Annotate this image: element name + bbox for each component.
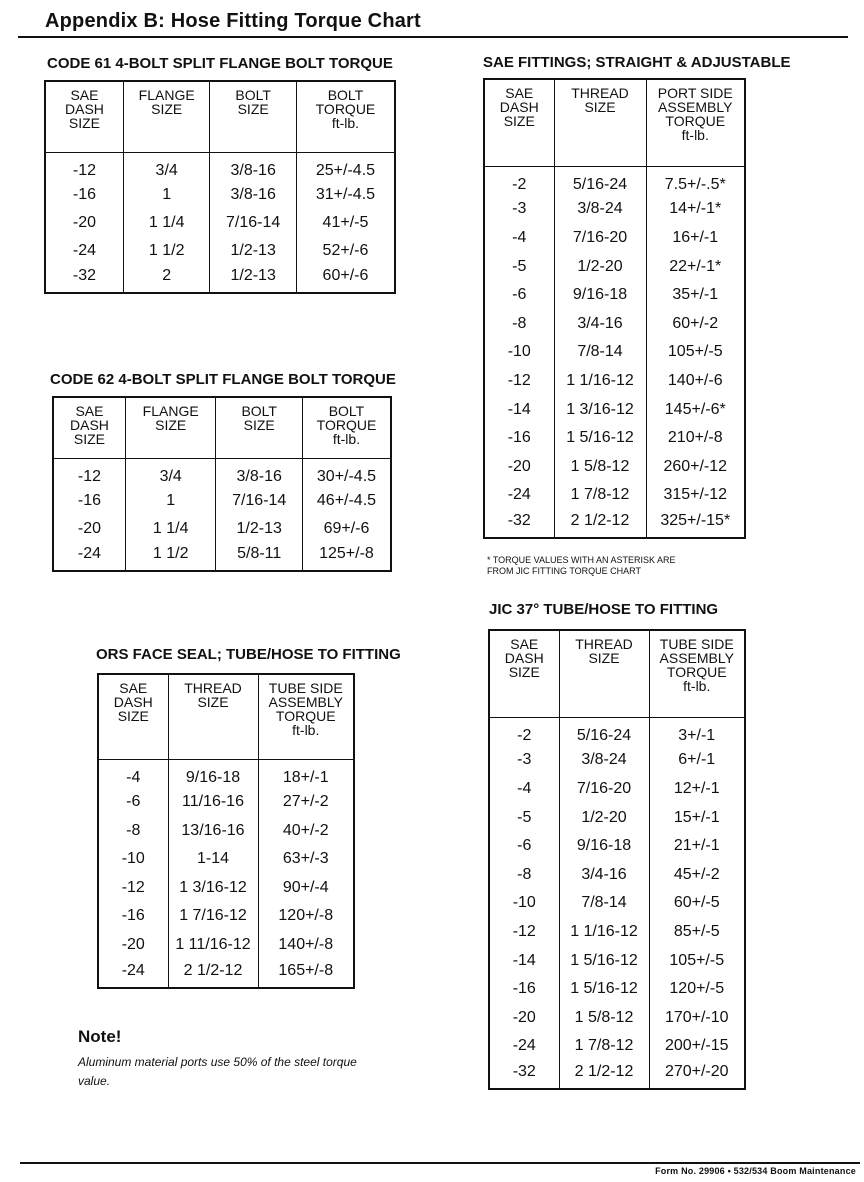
dash-size-cell: -16 (77, 491, 102, 509)
thread-size-cell: 2 1/2-12 (559, 1061, 649, 1090)
table-row (489, 718, 745, 747)
torque-cell: 145+/-6* (646, 395, 745, 424)
jic-table (488, 629, 746, 1090)
table-row (489, 803, 745, 832)
bolt-size-cell: 1/2-13 (216, 515, 303, 543)
torque-cell: 15+/-1 (649, 803, 745, 832)
thread-size-cell: 3/4-16 (559, 860, 649, 889)
dash-size-cell: -14 (512, 951, 536, 969)
flange-size-cell: 2 (123, 265, 209, 293)
bolt-torque-cell: 125+/-8 (302, 543, 391, 571)
thread-size-cell: 1 1/16-12 (554, 367, 646, 396)
torque-cell: 105+/-5 (646, 338, 745, 367)
note-body: Aluminum material ports use 50% of the steel torque value. (78, 1055, 357, 1088)
flange-size-cell: 1 1/2 (123, 237, 209, 265)
dash-size-cell: -5 (512, 257, 527, 275)
thread-size-cell: 1/2-20 (554, 252, 646, 281)
title-rule (18, 36, 848, 38)
thread-size-cell: 11/16-16 (168, 788, 258, 817)
dash-size-cell: -10 (507, 343, 531, 361)
table-row (53, 459, 391, 487)
torque-cell: 35+/-1 (646, 281, 745, 310)
table-row (484, 167, 745, 196)
table-row (98, 845, 354, 874)
flange-size-cell: 3/4 (123, 153, 209, 181)
thread-size-cell: 3/4-16 (554, 309, 646, 338)
table-row (45, 209, 395, 237)
table-row (489, 746, 745, 775)
torque-cell: 165+/-8 (258, 959, 354, 988)
torque-cell: 14+/-1* (646, 195, 745, 224)
thread-size-cell: 1 5/16-12 (559, 975, 649, 1004)
table-row (489, 1061, 745, 1090)
thread-size-cell: 7/8-14 (554, 338, 646, 367)
table-row (98, 931, 354, 960)
dash-size-cell: -20 (72, 213, 97, 231)
col-header-bolt-torque: BOLT TORQUE ft-lb. (296, 81, 395, 153)
thread-size-cell: 5/16-24 (559, 718, 649, 747)
thread-size-cell: 1 7/8-12 (554, 481, 646, 510)
dash-size-cell: -4 (517, 779, 532, 797)
page-title: Appendix B: Hose Fitting Torque Chart (45, 10, 421, 32)
col-header-bolt-size: BOLT SIZE (216, 397, 303, 459)
bolt-size-cell: 7/16-14 (216, 487, 303, 515)
bolt-torque-cell: 52+/-6 (296, 237, 395, 265)
torque-cell: 85+/-5 (649, 918, 745, 947)
sae-title: SAE FITTINGS; STRAIGHT & ADJUSTABLE (483, 54, 791, 71)
thread-size-cell: 13/16-16 (168, 817, 258, 846)
col-header-port-side-torque: PORT SIDE ASSEMBLY TORQUE ft-lb. (646, 79, 745, 167)
thread-size-cell: 3/8-24 (559, 746, 649, 775)
torque-cell: 60+/-5 (649, 889, 745, 918)
bolt-torque-cell: 69+/-6 (302, 515, 391, 543)
col-header-sae-dash-size: SAE DASH SIZE (45, 81, 123, 153)
table-row (53, 487, 391, 515)
dash-size-cell: -5 (517, 808, 532, 826)
col-header-tube-side-torque: TUBE SIDE ASSEMBLY TORQUE ft-lb. (649, 630, 745, 718)
torque-cell: 7.5+/-.5* (646, 167, 745, 196)
code62-title: CODE 62 4-BOLT SPLIT FLANGE BOLT TORQUE (50, 371, 396, 388)
table-row (489, 946, 745, 975)
dash-size-cell: -24 (121, 961, 145, 979)
table-row (484, 252, 745, 281)
table-row (489, 918, 745, 947)
dash-size-cell: -16 (72, 185, 97, 203)
table-row (484, 281, 745, 310)
code62-table (52, 396, 392, 572)
flange-size-cell: 1 1/4 (123, 209, 209, 237)
bolt-size-cell: 3/8-16 (210, 181, 296, 209)
col-header-thread-size: THREAD SIZE (559, 630, 649, 718)
table-row (45, 153, 395, 181)
table-row (489, 860, 745, 889)
dash-size-cell: -16 (512, 980, 536, 998)
flange-size-cell: 1 1/4 (125, 515, 216, 543)
thread-size-cell: 2 1/2-12 (168, 959, 258, 988)
col-header-bolt-torque: BOLT TORQUE ft-lb. (302, 397, 391, 459)
dash-size-cell: -20 (121, 935, 145, 953)
table-row (45, 181, 395, 209)
table-row (484, 452, 745, 481)
footer-text: Form No. 29906 • 532/534 Boom Maintenance (655, 1166, 856, 1176)
table-row (53, 515, 391, 543)
thread-size-cell: 1 7/16-12 (168, 902, 258, 931)
torque-cell: 45+/-2 (649, 860, 745, 889)
dash-size-cell: -24 (507, 486, 531, 504)
dash-size-cell: -32 (512, 1063, 536, 1081)
dash-size-cell: -16 (121, 907, 145, 925)
bolt-torque-cell: 25+/-4.5 (296, 153, 395, 181)
thread-size-cell: 1 5/16-12 (554, 424, 646, 453)
table-row (53, 543, 391, 571)
thread-size-cell: 1 7/8-12 (559, 1032, 649, 1061)
thread-size-cell: 3/8-24 (554, 195, 646, 224)
col-header-flange-size: FLANGE SIZE (125, 397, 216, 459)
dash-size-cell: -6 (512, 286, 527, 304)
torque-cell: 12+/-1 (649, 775, 745, 804)
col-header-sae-dash-size: SAE DASH SIZE (484, 79, 554, 167)
torque-cell: 325+/-15* (646, 510, 745, 539)
thread-size-cell: 1 1/16-12 (559, 918, 649, 947)
dash-size-cell: -24 (77, 545, 102, 562)
flange-size-cell: 1 1/2 (125, 543, 216, 571)
dash-size-cell: -8 (512, 314, 527, 332)
note-heading: Note! (78, 1027, 122, 1046)
table-row (484, 224, 745, 253)
bolt-size-cell: 7/16-14 (210, 209, 296, 237)
thread-size-cell: 1 5/16-12 (559, 946, 649, 975)
dash-size-cell: -24 (72, 241, 97, 259)
table-row (98, 902, 354, 931)
dash-size-cell: -20 (512, 1008, 536, 1026)
table-row (45, 265, 395, 293)
table-row (489, 889, 745, 918)
torque-cell: 120+/-8 (258, 902, 354, 931)
bolt-torque-cell: 46+/-4.5 (302, 487, 391, 515)
flange-size-cell: 1 (125, 487, 216, 515)
torque-cell: 270+/-20 (649, 1061, 745, 1090)
thread-size-cell: 1 3/16-12 (168, 874, 258, 903)
col-header-bolt-size: BOLT SIZE (210, 81, 296, 153)
torque-cell: 90+/-4 (258, 874, 354, 903)
dash-size-cell: -2 (512, 176, 527, 194)
dash-size-cell: -4 (126, 769, 141, 786)
dash-size-cell: -12 (77, 467, 102, 485)
bolt-torque-cell: 41+/-5 (296, 209, 395, 237)
torque-cell: 16+/-1 (646, 224, 745, 253)
torque-cell: 60+/-2 (646, 309, 745, 338)
thread-size-cell: 1 11/16-12 (168, 931, 258, 960)
torque-cell: 120+/-5 (649, 975, 745, 1004)
flange-size-cell: 3/4 (125, 459, 216, 487)
torque-cell: 315+/-12 (646, 481, 745, 510)
torque-cell: 105+/-5 (649, 946, 745, 975)
thread-size-cell: 1 5/8-12 (559, 1003, 649, 1032)
dash-size-cell: -12 (72, 161, 97, 179)
bolt-size-cell: 3/8-16 (216, 459, 303, 487)
torque-cell: 260+/-12 (646, 452, 745, 481)
ors-title: ORS FACE SEAL; TUBE/HOSE TO FITTING (96, 646, 401, 663)
thread-size-cell: 1 5/8-12 (554, 452, 646, 481)
ors-table (97, 673, 355, 989)
torque-cell: 63+/-3 (258, 845, 354, 874)
torque-cell: 22+/-1* (646, 252, 745, 281)
thread-size-cell: 9/16-18 (559, 832, 649, 861)
table-row (489, 975, 745, 1004)
col-header-sae-dash-size: SAE DASH SIZE (489, 630, 559, 718)
col-header-thread-size: THREAD SIZE (554, 79, 646, 167)
dash-size-cell: -8 (517, 865, 532, 883)
bolt-size-cell: 5/8-11 (216, 543, 303, 571)
dash-size-cell: -4 (512, 228, 527, 246)
torque-cell: 21+/-1 (649, 832, 745, 861)
dash-size-cell: -3 (512, 200, 527, 218)
thread-size-cell: 9/16-18 (168, 760, 258, 789)
table-row (484, 424, 745, 453)
thread-size-cell: 1-14 (168, 845, 258, 874)
table-row (98, 760, 354, 789)
table-row (484, 309, 745, 338)
table-row (484, 367, 745, 396)
torque-cell: 170+/-10 (649, 1003, 745, 1032)
col-header-sae-dash-size: SAE DASH SIZE (98, 674, 168, 760)
dash-size-cell: -12 (512, 922, 536, 940)
torque-cell: 18+/-1 (258, 760, 354, 789)
table-row (489, 832, 745, 861)
torque-cell: 200+/-15 (649, 1032, 745, 1061)
dash-size-cell: -20 (507, 457, 531, 475)
torque-cell: 210+/-8 (646, 424, 745, 453)
col-header-sae-dash-size: SAE DASH SIZE (53, 397, 125, 459)
table-row (484, 195, 745, 224)
dash-size-cell: -20 (77, 519, 102, 537)
dash-size-cell: -6 (126, 793, 141, 811)
table-row (484, 510, 745, 539)
sae-table (483, 78, 746, 539)
thread-size-cell: 7/8-14 (559, 889, 649, 918)
thread-size-cell: 7/16-20 (554, 224, 646, 253)
table-row (45, 237, 395, 265)
torque-cell: 27+/-2 (258, 788, 354, 817)
thread-size-cell: 9/16-18 (554, 281, 646, 310)
dash-size-cell: -24 (512, 1037, 536, 1055)
footer-rule (20, 1162, 860, 1164)
table-row (489, 775, 745, 804)
table-row (484, 481, 745, 510)
torque-cell: 40+/-2 (258, 817, 354, 846)
torque-cell: 6+/-1 (649, 746, 745, 775)
dash-size-cell: -3 (517, 751, 532, 769)
dash-size-cell: -6 (517, 837, 532, 855)
asterisk-footnote: * TORQUE VALUES WITH AN ASTERISK ARE FROM JIC FITTING TORQUE CHART (487, 555, 676, 576)
bolt-torque-cell: 30+/-4.5 (302, 459, 391, 487)
dash-size-cell: -32 (72, 267, 97, 284)
dash-size-cell: -16 (507, 429, 531, 447)
code61-title: CODE 61 4-BOLT SPLIT FLANGE BOLT TORQUE (47, 55, 393, 72)
table-row (98, 788, 354, 817)
table-row (489, 1003, 745, 1032)
dash-size-cell: -12 (121, 878, 145, 896)
code61-table (44, 80, 396, 294)
bolt-torque-cell: 31+/-4.5 (296, 181, 395, 209)
torque-cell: 3+/-1 (649, 718, 745, 747)
thread-size-cell: 5/16-24 (554, 167, 646, 196)
dash-size-cell: -2 (517, 727, 532, 745)
dash-size-cell: -10 (512, 894, 536, 912)
thread-size-cell: 1 3/16-12 (554, 395, 646, 424)
col-header-tube-side-torque: TUBE SIDE ASSEMBLY TORQUE ft-lb. (258, 674, 354, 760)
bolt-size-cell: 3/8-16 (210, 153, 296, 181)
torque-cell: 140+/-8 (258, 931, 354, 960)
torque-cell: 140+/-6 (646, 367, 745, 396)
dash-size-cell: -32 (507, 512, 531, 530)
dash-size-cell: -10 (121, 850, 145, 868)
bolt-torque-cell: 60+/-6 (296, 265, 395, 293)
thread-size-cell: 7/16-20 (559, 775, 649, 804)
dash-size-cell: -14 (507, 400, 531, 418)
thread-size-cell: 1/2-20 (559, 803, 649, 832)
table-row (98, 959, 354, 988)
col-header-flange-size: FLANGE SIZE (123, 81, 209, 153)
table-row (484, 395, 745, 424)
bolt-size-cell: 1/2-13 (210, 265, 296, 293)
table-row (98, 874, 354, 903)
col-header-thread-size: THREAD SIZE (168, 674, 258, 760)
dash-size-cell: -8 (126, 821, 141, 839)
table-row (484, 338, 745, 367)
dash-size-cell: -12 (507, 371, 531, 389)
jic-title: JIC 37° TUBE/HOSE TO FITTING (489, 601, 719, 618)
table-row (98, 817, 354, 846)
bolt-size-cell: 1/2-13 (210, 237, 296, 265)
flange-size-cell: 1 (123, 181, 209, 209)
table-row (489, 1032, 745, 1061)
thread-size-cell: 2 1/2-12 (554, 510, 646, 539)
